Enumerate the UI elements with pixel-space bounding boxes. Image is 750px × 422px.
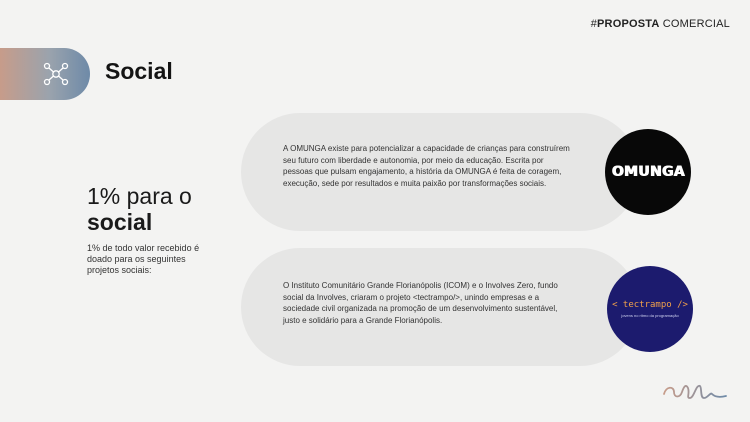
network-people-icon [42,61,70,87]
signature-logo [660,380,732,404]
project-card-omunga [241,113,639,231]
headline-description: 1% de todo valor recebido é doado para os seguintes projetos sociais: [87,243,200,275]
header-tag [591,18,730,30]
project-description: A OMUNGA existe para potencializar a capacidade de crianças para construírem seu futuro com liberdade e autonomia, por meio da educação. Escrita por pessoas que pulsam engajamento, a história da OMUNGA é feita de coragem, execução, sede por resultados e muita paixão por transformações sociais. [283,144,570,188]
headline-line1: 1% para o [87,183,192,209]
project-card-tectrampo [241,248,639,366]
tectrampo-logo-text: < tectrampo /> [612,300,688,310]
tectrampo-logo-subtext: jovens no ritmo da programação [621,313,679,318]
header-tag-prefix: # [590,18,598,30]
omunga-logo [605,129,691,215]
headline [87,183,192,235]
header-tag-bold: PROPOSTA [597,18,660,30]
section-title: Social [105,58,173,84]
omunga-logo-text: OMUNGA [611,164,685,180]
project-description: O Instituto Comunitário Grande Florianópolis (ICOM) e o Involves Zero, fundo social da Involves, criaram o projeto <tectrampo/>, unindo empresas e a sociedade civil organizada na promoção de um desenvolvimento sustentável, justo e solidário para a Grande Florianópolis. [283,281,558,325]
section-pill [0,48,90,100]
tectrampo-logo [607,266,693,352]
header-tag-rest: COMERCIAL [659,18,730,30]
headline-line2: social [87,209,153,235]
